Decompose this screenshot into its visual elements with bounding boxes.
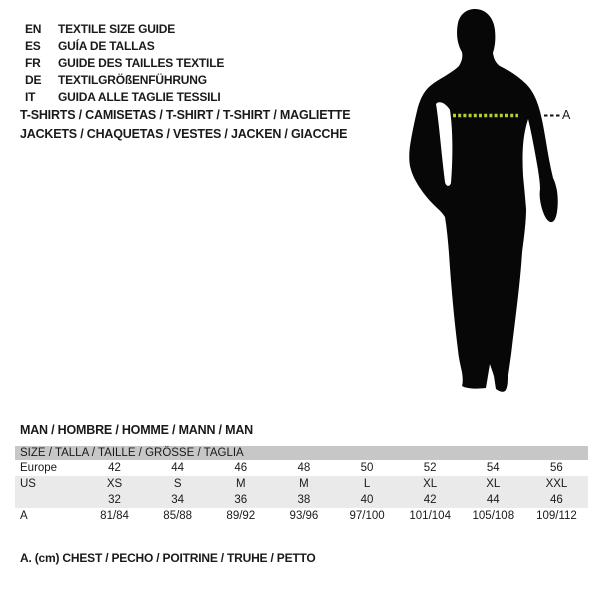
row-label: Europe bbox=[20, 462, 58, 474]
table-cell: 101/104 bbox=[409, 510, 451, 522]
man-silhouette-icon bbox=[390, 0, 600, 400]
lang-code: DE bbox=[25, 73, 42, 87]
table-row-us bbox=[15, 476, 588, 492]
lang-row-it bbox=[25, 89, 224, 106]
measurement-footnote: A. (cm) CHEST / PECHO / POITRINE / TRUHE / PETTO bbox=[20, 551, 316, 565]
table-cell: 97/100 bbox=[349, 510, 385, 522]
table-cell: XS bbox=[83, 476, 146, 492]
lang-title: GUIDA ALLE TAGLIE TESSILI bbox=[58, 90, 221, 104]
table-cell: 56 bbox=[550, 462, 563, 474]
category-line-tshirts: T-SHIRTS / CAMISETAS / T-SHIRT / T-SHIRT / MAGLIETTE bbox=[20, 108, 351, 122]
table-cell: M bbox=[209, 476, 272, 492]
lang-title: GUÍA DE TALLAS bbox=[58, 39, 155, 53]
table-cell: 93/96 bbox=[289, 510, 319, 522]
lang-row-es bbox=[25, 38, 224, 55]
table-cell: 48 bbox=[297, 462, 311, 474]
table-cell: XL bbox=[462, 476, 525, 492]
lang-row-fr bbox=[25, 55, 224, 72]
table-cell: 85/88 bbox=[163, 510, 193, 522]
table-cell: 44 bbox=[462, 492, 525, 508]
table-cell: 105/108 bbox=[472, 510, 515, 522]
table-cell: 50 bbox=[360, 462, 374, 474]
table-row-chest-a bbox=[15, 508, 588, 524]
section-heading: MAN / HOMBRE / HOMME / MANN / MAN bbox=[20, 423, 253, 437]
size-table-header: SIZE / TALLA / TAILLE / GRÖSSE / TAGLIA bbox=[15, 446, 588, 460]
man-silhouette-figure bbox=[390, 0, 600, 400]
lang-code: ES bbox=[25, 39, 41, 53]
table-row-alt-size bbox=[15, 492, 588, 508]
table-cell: 42 bbox=[108, 462, 121, 474]
language-list bbox=[25, 21, 224, 106]
silhouette-body bbox=[409, 9, 558, 392]
lang-title: TEXTILE SIZE GUIDE bbox=[58, 22, 176, 36]
lang-row-en bbox=[25, 21, 224, 38]
table-cell: M bbox=[272, 476, 335, 492]
measure-label-a: A bbox=[562, 108, 571, 122]
lang-row-de bbox=[25, 72, 224, 89]
table-cell: 46 bbox=[525, 492, 588, 508]
table-cell: 54 bbox=[486, 462, 500, 474]
table-cell: 89/92 bbox=[226, 510, 256, 522]
table-cell: 52 bbox=[423, 462, 437, 474]
table-cell: 44 bbox=[171, 462, 185, 474]
lang-title: TEXTILGRÖßENFÜHRUNG bbox=[58, 73, 207, 87]
table-cell: 34 bbox=[146, 492, 209, 508]
size-table bbox=[15, 446, 588, 524]
row-label: US bbox=[15, 476, 83, 492]
table-cell: 40 bbox=[336, 492, 399, 508]
garment-categories bbox=[20, 106, 350, 143]
table-cell: 38 bbox=[272, 492, 335, 508]
table-cell: 42 bbox=[399, 492, 462, 508]
lang-title: GUIDE DES TAILLES TEXTILE bbox=[58, 56, 225, 70]
row-label bbox=[15, 492, 83, 508]
lang-code: FR bbox=[25, 56, 41, 70]
table-cell: 32 bbox=[83, 492, 146, 508]
table-cell: L bbox=[336, 476, 399, 492]
table-cell: S bbox=[146, 476, 209, 492]
table-cell: 81/84 bbox=[100, 510, 129, 522]
table-cell: 109/112 bbox=[536, 510, 577, 522]
table-cell: XL bbox=[399, 476, 462, 492]
table-cell: 36 bbox=[209, 492, 272, 508]
category-line-jackets: JACKETS / CHAQUETAS / VESTES / JACKEN / GIACCHE bbox=[20, 126, 348, 141]
lang-code: EN bbox=[25, 22, 42, 36]
table-cell: 46 bbox=[234, 462, 248, 474]
table-row-europe bbox=[15, 460, 588, 476]
lang-code: IT bbox=[25, 90, 36, 104]
table-cell: XXL bbox=[525, 476, 588, 492]
row-label: A bbox=[20, 510, 28, 522]
size-table-header-row bbox=[15, 446, 588, 460]
